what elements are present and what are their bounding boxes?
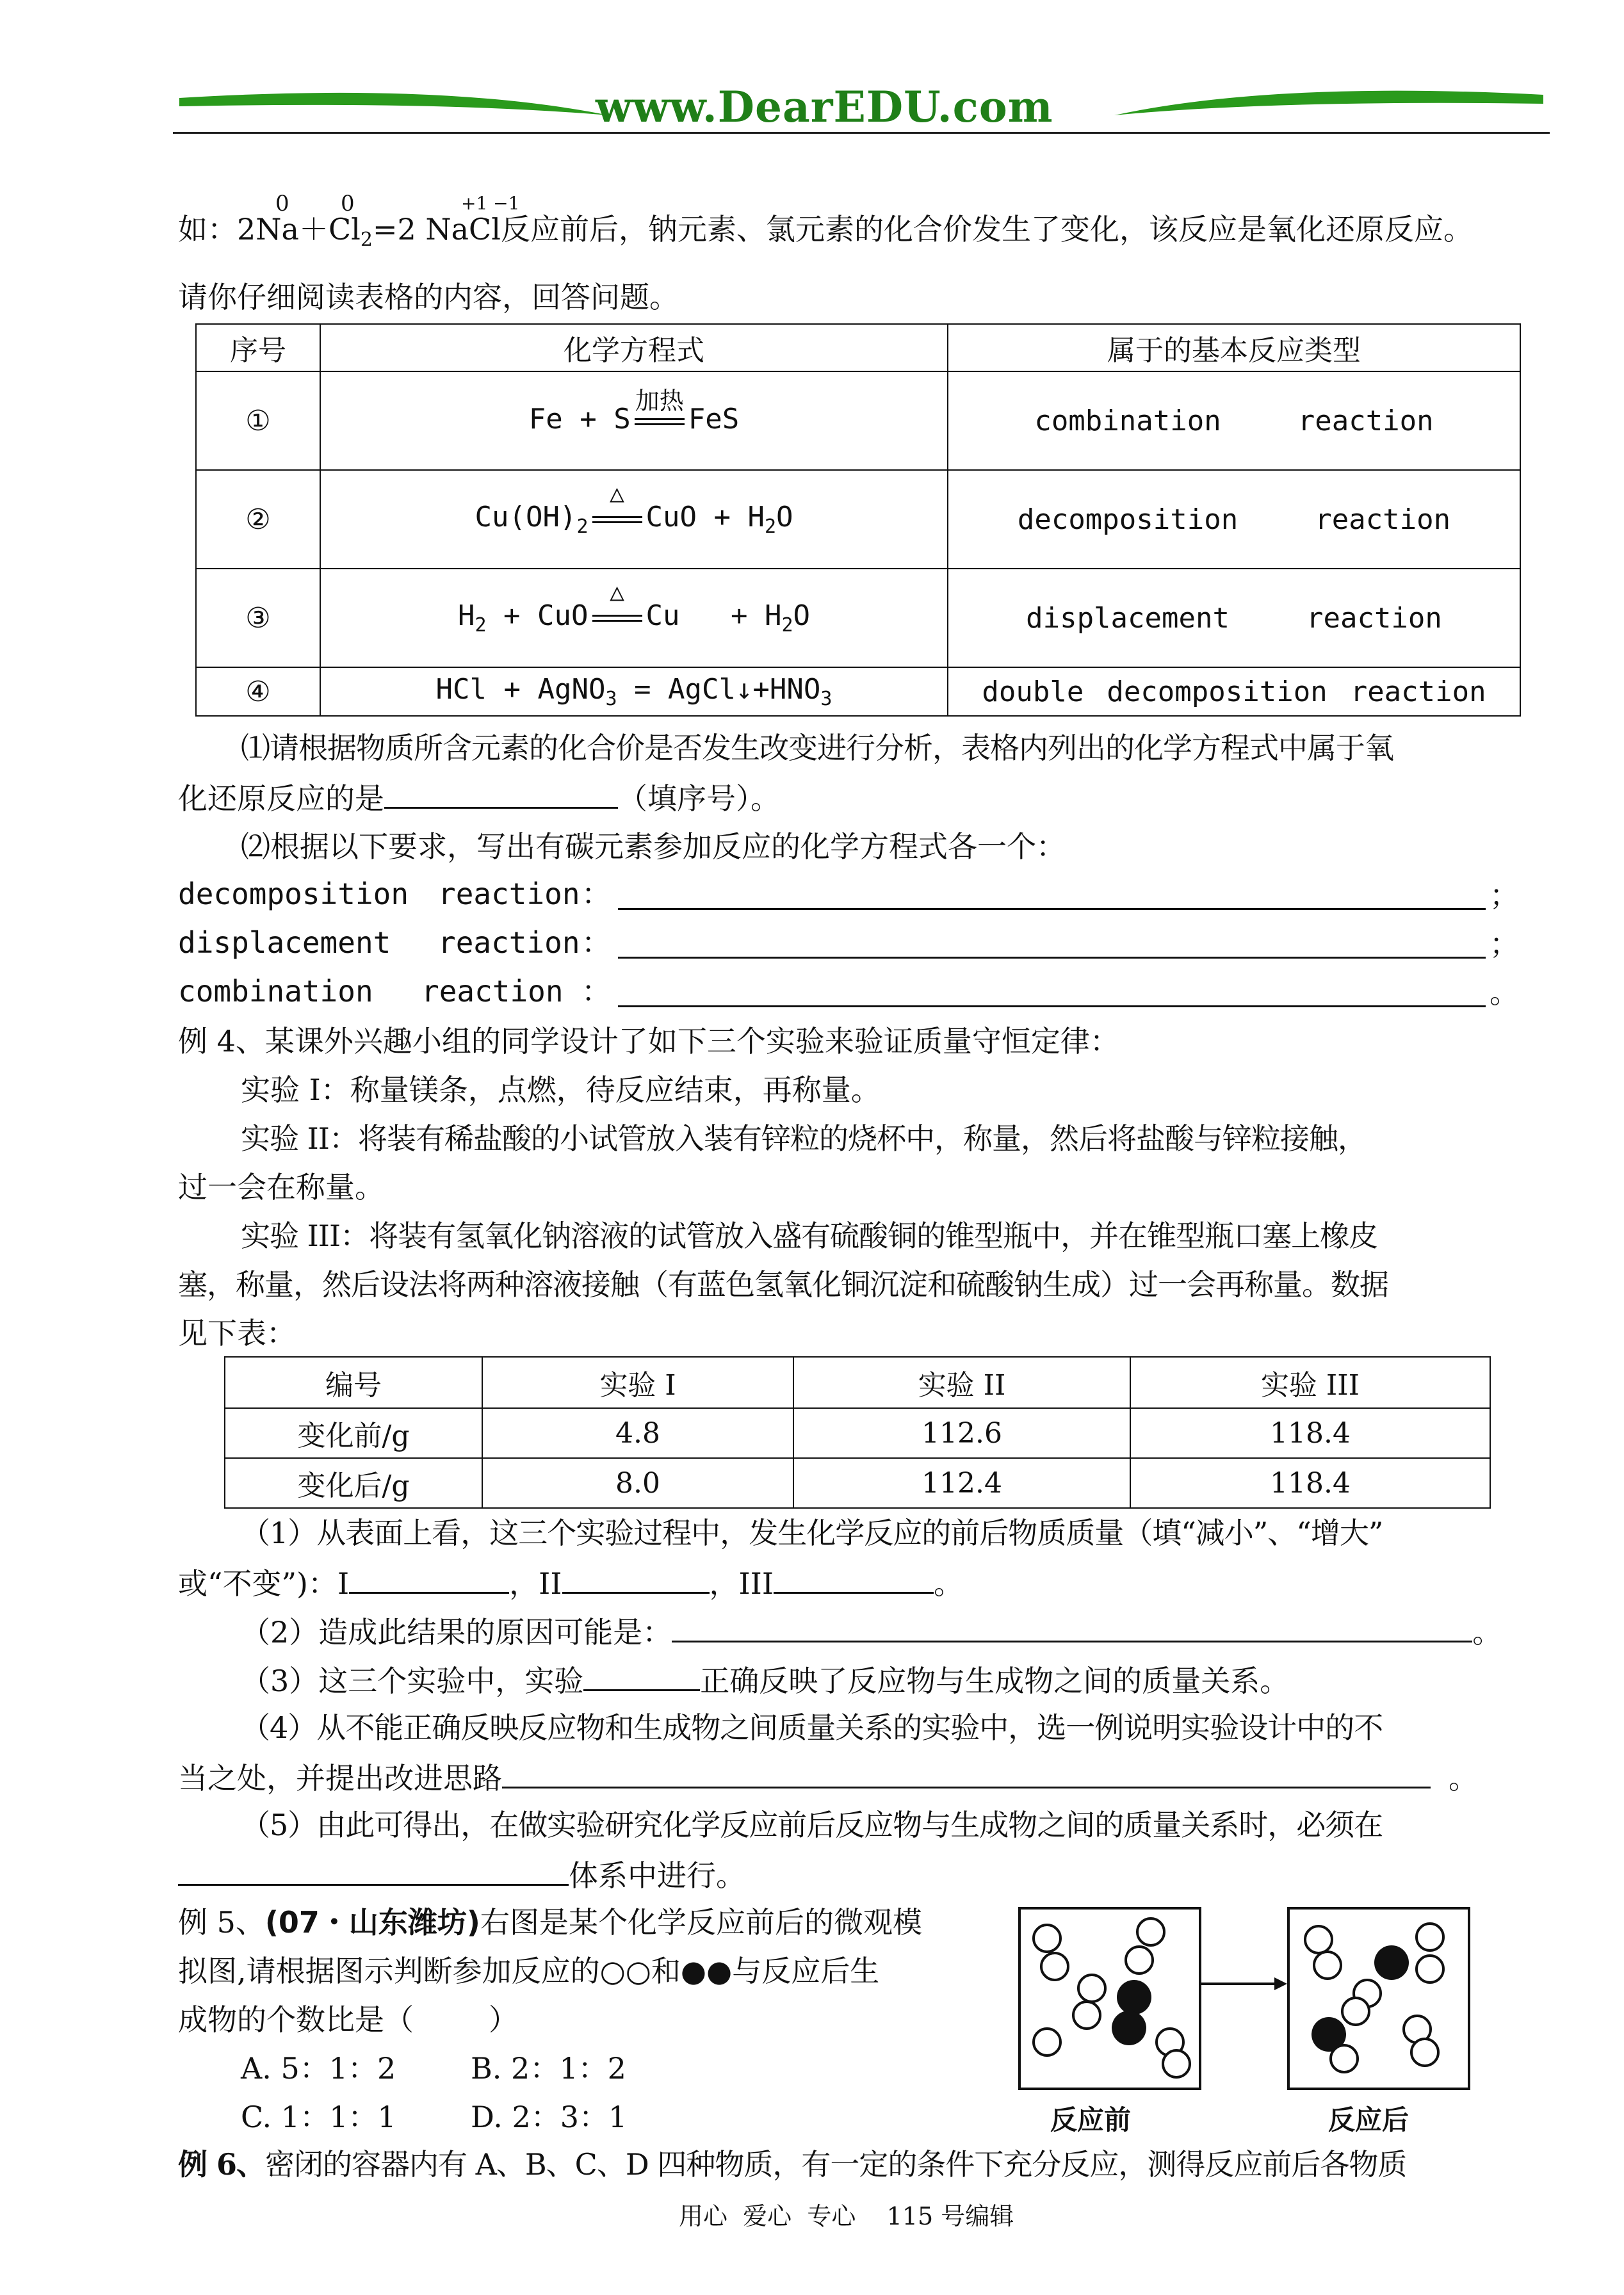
reaction-diagram <box>1018 1907 1492 2150</box>
row-2-num: ② <box>196 470 320 569</box>
header-rule <box>173 132 1550 134</box>
white-atom <box>1415 1922 1445 1952</box>
q1-line-2: 化还原反应的是 （填序号）。 <box>178 779 780 816</box>
ex4-exp2-line1: 实验 II：将装有稀盐酸的小试管放入装有锌粒的烧杯中，称量，然后将盐酸与锌粒接触， <box>241 1121 1367 1156</box>
ex4-exp3-line2: 塞，称量，然后设法将两种溶液接触（有蓝色氢氧化铜沉淀和硫酸钠生成）过一会再称量。数据 <box>178 1267 1388 1302</box>
q2-decomposition-row: decomposition reaction ： <box>178 877 611 911</box>
row-1-equation: Fe + S 加热 FeS <box>320 371 948 470</box>
header-equation: 化学方程式 <box>320 324 948 371</box>
ex4-s5-line2: 体系中进行。 <box>178 1856 745 1894</box>
header-banner <box>173 76 1550 140</box>
ex4-s5-line1: （5）由此可得出，在做实验研究化学反应前后反应物与生成物之间的质量关系时，必须在 <box>241 1808 1383 1842</box>
s1-blank-2[interactable] <box>562 1564 710 1594</box>
intro-line-1: 如： 0 0 +1 −1 $2Na+Cl_2=2$ NaCl反应前后，钠元素、氯元素的化合价发生了变化，该反应是氧化还原反应。 <box>178 191 1473 251</box>
mass-row-before-exp1: 4.8 <box>482 1408 793 1458</box>
box-after <box>1287 1907 1470 2090</box>
black-atom <box>1117 1980 1151 2015</box>
ex5-line2: 拟图,请根据图示判断参加反应的○○和●●与反应后生 <box>178 1954 880 1988</box>
row-3-num: ③ <box>196 569 320 667</box>
white-atom <box>1304 1925 1333 1954</box>
black-atom <box>1374 1945 1409 1980</box>
intro-line-2: 请你仔细阅读表格的内容，回答问题。 <box>178 280 679 314</box>
row-1-num: ① <box>196 371 320 470</box>
q2-combination-end: 。 <box>1490 975 1519 1010</box>
mass-data-table <box>224 1356 1491 1509</box>
reaction-type-table <box>195 323 1521 717</box>
white-atom <box>1125 1945 1154 1975</box>
mass-row-after-exp3: 118.4 <box>1130 1458 1490 1508</box>
ex5-line1: 例 5、(07・山东潍坊)右图是某个化学反应前后的微观模 <box>178 1905 922 1940</box>
ex5-line3: 成物的个数比是（ ） <box>178 2002 518 2037</box>
row-4-num: ④ <box>196 667 320 716</box>
s5-blank[interactable] <box>178 1856 569 1886</box>
white-atom <box>1040 1952 1069 1981</box>
white-atom <box>1032 1924 1062 1953</box>
mass-header-id: 编号 <box>225 1357 482 1408</box>
q2-displacement-blank[interactable] <box>618 957 1486 959</box>
row-4-equation: HCl + AgNO$_3$ = $AgCl↓+HNO_3$ <box>320 667 948 716</box>
ex5-option-a: A. 5：1：2 <box>241 2051 396 2086</box>
white-atom <box>1136 1917 1165 1947</box>
mass-row-before-label: 变化前/g <box>225 1408 482 1458</box>
white-atom <box>1313 1950 1342 1980</box>
q2-displacement-end: ； <box>1490 927 1519 961</box>
mass-row-after-exp2: 112.4 <box>793 1458 1130 1508</box>
mass-header-exp3: 实验 III <box>1130 1357 1490 1408</box>
ex4-exp2-line2: 过一会在称量。 <box>178 1170 384 1204</box>
header-type: 属于的基本反应类型 <box>948 324 1520 371</box>
ex4-exp1: 实验 I：称量镁条，点燃，待反应结束，再称量。 <box>241 1073 881 1107</box>
mass-row-after-exp1: 8.0 <box>482 1458 793 1508</box>
white-atom <box>1162 2049 1191 2079</box>
ex5-option-d: D. 2：3：1 <box>471 2100 628 2134</box>
row-2-type: decomposition reaction <box>948 470 1520 569</box>
row-1-type: combination reaction <box>948 371 1520 470</box>
row-2-equation: $Cu(OH)_2$ △ CuO + $H_2O$ <box>320 470 948 569</box>
row-4-type: double decomposition reaction <box>948 667 1520 716</box>
q2-line-1: ⑵根据以下要求，写出有碳元素参加反应的化学方程式各一个： <box>241 829 1066 864</box>
row-3-equation: $H_2$ + CuO △ $Cu + H_2O$ <box>320 569 948 667</box>
q2-combination-blank[interactable] <box>618 1005 1486 1007</box>
ex4-exp3-line1: 实验 III：将装有氢氧化钠溶液的试管放入盛有硫酸铜的锥型瓶中，并在锥型瓶口塞上橡皮 <box>241 1219 1378 1253</box>
box-before <box>1018 1907 1201 2090</box>
q1-line-1: ⑴请根据物质所含元素的化合价是否发生改变进行分析，表格内列出的化学方程式中属于氧 <box>241 731 1393 765</box>
s3-blank[interactable] <box>583 1661 700 1691</box>
ex4-title: 例 4、某课外兴趣小组的同学设计了如下三个实验来验证质量守恒定律： <box>178 1024 1119 1058</box>
mass-header-exp2: 实验 II <box>793 1357 1130 1408</box>
ex5-option-b: B. 2：1：2 <box>471 2051 626 2086</box>
white-atom <box>1329 2044 1359 2073</box>
q2-combination-row: combination reaction ： <box>178 974 611 1009</box>
ex4-s1-line2: 或“不变”)：I ，II ，III 。 <box>178 1564 963 1602</box>
reaction-arrow <box>1199 1971 1288 1997</box>
white-atom <box>1032 2027 1062 2057</box>
mass-header-exp1: 实验 I <box>482 1357 793 1408</box>
white-atom <box>1415 1954 1445 1984</box>
label-before: 反应前 <box>1050 2104 1132 2136</box>
ex4-s4-line1: （4）从不能正确反映反应物和生成物之间质量关系的实验中，选一例说明实验设计中的不 <box>241 1710 1383 1745</box>
footer-note: 用心 爱心 专心 115 号编辑 <box>679 2202 1014 2230</box>
ex4-s4-line2: 当之处，并提出改进思路 。 <box>178 1758 1478 1796</box>
label-after: 反应后 <box>1328 2104 1409 2136</box>
ex4-s2: （2）造成此结果的原因可能是： 。 <box>241 1612 1502 1650</box>
s1-blank-1[interactable] <box>349 1564 509 1594</box>
site-logo: www.DearEDU.com <box>596 82 1053 132</box>
ex4-exp3-line3: 见下表： <box>178 1316 296 1350</box>
s1-blank-3[interactable] <box>774 1564 934 1594</box>
black-atom <box>1112 2011 1146 2045</box>
q1-answer-blank[interactable] <box>384 779 618 809</box>
header-num: 序号 <box>196 324 320 371</box>
mass-row-after-label: 变化后/g <box>225 1458 482 1508</box>
mass-row-before-exp3: 118.4 <box>1130 1408 1490 1458</box>
q2-decomposition-blank[interactable] <box>618 908 1486 910</box>
row-3-type: displacement reaction <box>948 569 1520 667</box>
s2-blank[interactable] <box>672 1612 1472 1642</box>
ex6-line1: 例 6、密闭的容器内有 A、B、C、D 四种物质，有一定的条件下充分反应，测得反应前后各物质 <box>178 2147 1407 2182</box>
s4-blank[interactable] <box>502 1758 1431 1788</box>
white-atom <box>1341 1997 1370 2026</box>
white-atom <box>1410 2038 1440 2067</box>
white-atom <box>1072 2000 1101 2030</box>
white-atom <box>1077 1974 1107 2003</box>
ex4-s1-line1: （1）从表面上看，这三个实验过程中，发生化学反应的前后物质质量（填“减小”、“增大” <box>241 1516 1383 1550</box>
ex4-s3: （3）这三个实验中，实验 正确反映了反应物与生成物之间的质量关系。 <box>241 1661 1289 1699</box>
q2-decomposition-end: ； <box>1490 878 1519 912</box>
mass-row-before-exp2: 112.6 <box>793 1408 1130 1458</box>
ex5-option-c: C. 1：1：1 <box>241 2100 396 2134</box>
q2-displacement-row: displacement reaction ： <box>178 925 611 960</box>
